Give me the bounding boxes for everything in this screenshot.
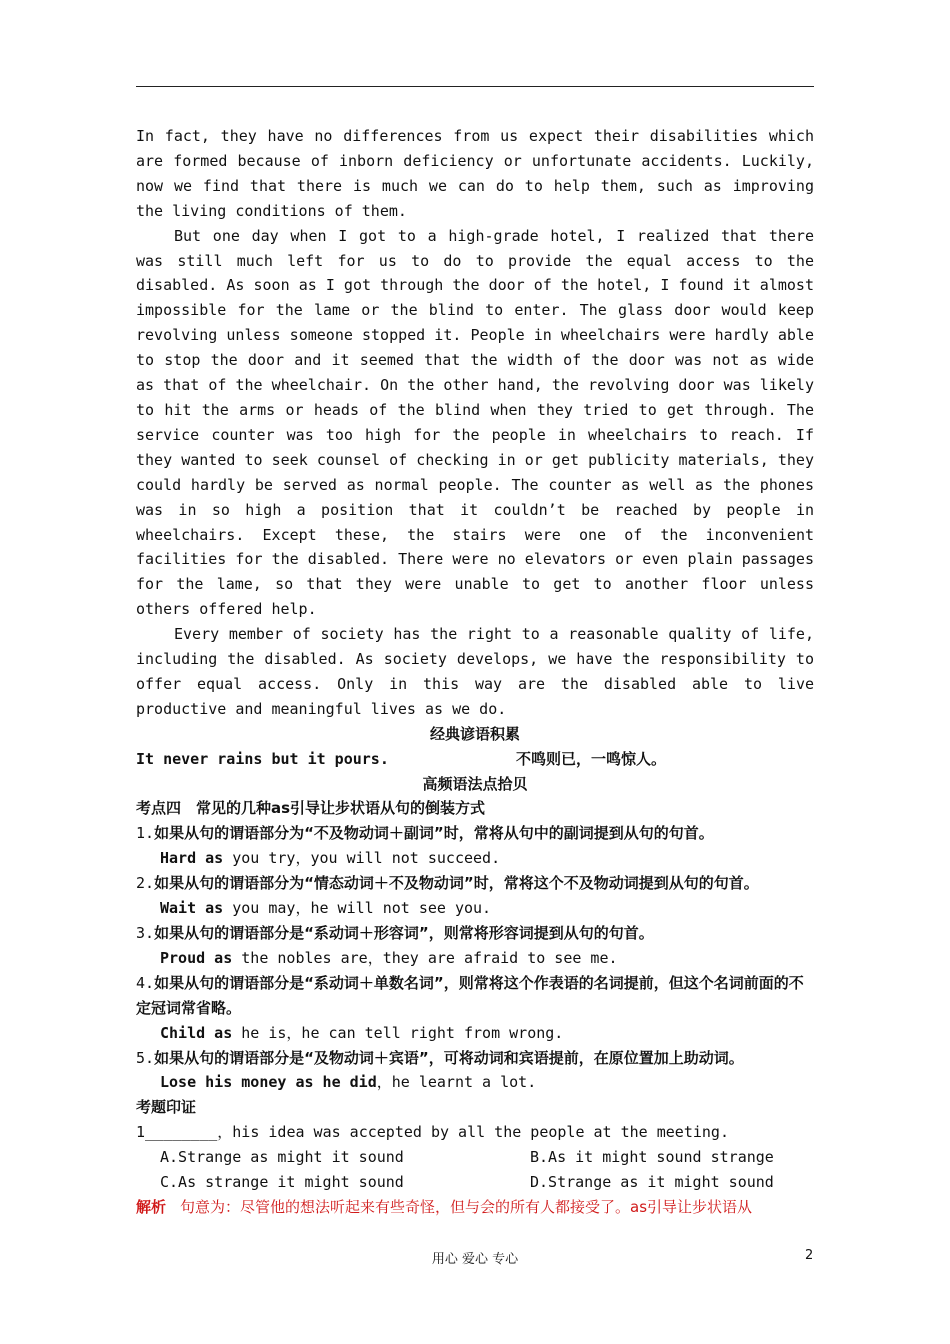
passage-paragraph-2: But one day when I got to a high-grade hotel, I realized that there was still much left for us to do to provide the equal access to the disabled. As soon as I got through the door of the hotel, I found it almost impossible for the lame or the blind to enter. The glass door would keep revolving unless someone stopped it. People in wheelchairs were hardly able to stop the door and it seemed that the width of the door was not as wide as that of the wheelchair. On the other hand, the revolving door was likely to hit the arms or heads of the blind when they tried to get through. The service counter was too high for the people in wheelchairs to reach. If they wanted to seek counsel of checking in or get publicity materials, they could hardly be served as normal people. The counter as well as the phones was in so high a position that it couldn’t be reached by people in wheelchairs. Except these, the stairs were one of the inconvenient facilities for the disabled. There were no elevators or even plain passages for the lame, so that they were unable to get to another floor unless others offered help. [136, 226, 814, 619]
example-inverted: Hard as [160, 849, 224, 868]
rule-number: 3. [136, 924, 155, 942]
grammar-point-heading: 考点四 常见的几种as引导让步状语从句的倒装方式 [136, 799, 486, 818]
example-inverted: Child as [160, 1023, 233, 1042]
analysis-tag: 解析 [136, 1197, 167, 1216]
exercise-options [136, 1145, 814, 1195]
option-b: B.As it might sound strange [530, 1148, 774, 1167]
proverb-chinese: 不鸣则已，一鸣惊人。 [516, 749, 667, 768]
grammar-example-4 [136, 1021, 814, 1046]
example-rest: he is，he can tell right from wrong. [232, 1023, 564, 1042]
passage-paragraph-3: Every member of society has the right to a reasonable quality of life, including the disabled. As society develops, we have the responsibility to offer equal access. Only in this way are the disabled able to live productive and meaningful lives as we do. [136, 625, 814, 718]
example-rest: you try，you will not succeed. [223, 849, 501, 868]
exercise-question: 1________，his idea was accepted by all the people at the meeting. [136, 1123, 729, 1142]
grammar-rule-4 [136, 971, 814, 1021]
page-number: 2 [805, 1248, 814, 1263]
rule-number: 4. [136, 973, 155, 992]
exercise-heading: 考题印证 [136, 1098, 197, 1117]
proverb-section-title: 经典谚语积累 [429, 724, 520, 743]
footer-slogan: 用心 爱心 专心 [431, 1252, 519, 1267]
example-rest: the nobles are，they are afraid to see me. [232, 948, 618, 967]
analysis-line [136, 1195, 814, 1220]
page-content [136, 124, 814, 1220]
rule-number: 2. [136, 874, 155, 893]
rule-text: 如果从句的谓语部分是“系动词＋形容词”，则常将形容词提到从句的句首。 [154, 924, 654, 942]
grammar-rule-1 [136, 821, 814, 846]
rule-text: 如果从句的谓语部分为“情态动词＋不及物动词”时，常将这个不及物动词提到从句的句首。 [154, 874, 759, 893]
analysis-text: 句意为：尽管他的想法听起来有些奇怪，但与会的所有人都接受了。as引导让步状语从 [180, 1197, 753, 1216]
rule-number: 5. [136, 1048, 155, 1067]
rule-number: 1. [136, 824, 155, 843]
rule-text: 如果从句的谓语部分是“系动词＋单数名词”，则常将这个作表语的名词提前，但这个名词前面的不定冠词常省略。 [136, 973, 804, 1017]
passage-paragraph-1: In fact, they have no differences from us expect their disabilities which are formed because of inborn deficiency or unfortunate accidents. Luckily, now we find that there is much we can do to help them, such as improving the living conditions of them. [136, 127, 814, 220]
grammar-section-title: 高频语法点拾贝 [422, 774, 528, 793]
rule-text: 如果从句的谓语部分是“及物动词＋宾语”，可将动词和宾语提前，在原位置加上助动词。 [154, 1048, 744, 1067]
header-rule [136, 86, 814, 87]
grammar-rule-3 [136, 921, 814, 946]
grammar-example-5 [136, 1070, 814, 1095]
grammar-rule-2 [136, 871, 814, 896]
proverb-english: It never rains but it pours. [136, 749, 389, 768]
grammar-example-2 [136, 896, 814, 921]
grammar-example-3 [136, 946, 814, 971]
rule-text: 如果从句的谓语部分为“不及物动词＋副词”时，常将从句中的副词提到从句的句首。 [154, 824, 714, 843]
example-rest: you may，he will not see you. [223, 899, 492, 918]
example-inverted: Wait as [160, 899, 224, 918]
example-inverted: Lose his money as he did [160, 1073, 377, 1092]
option-a: A.Strange as might it sound [160, 1148, 404, 1167]
grammar-rule-5 [136, 1046, 814, 1071]
proverb-row [136, 747, 814, 772]
option-d: D.Strange as it might sound [530, 1173, 774, 1192]
example-inverted: Proud as [160, 948, 233, 967]
grammar-example-1 [136, 846, 814, 871]
option-c: C.As strange it might sound [160, 1173, 404, 1192]
example-rest: ，he learnt a lot. [376, 1073, 537, 1092]
